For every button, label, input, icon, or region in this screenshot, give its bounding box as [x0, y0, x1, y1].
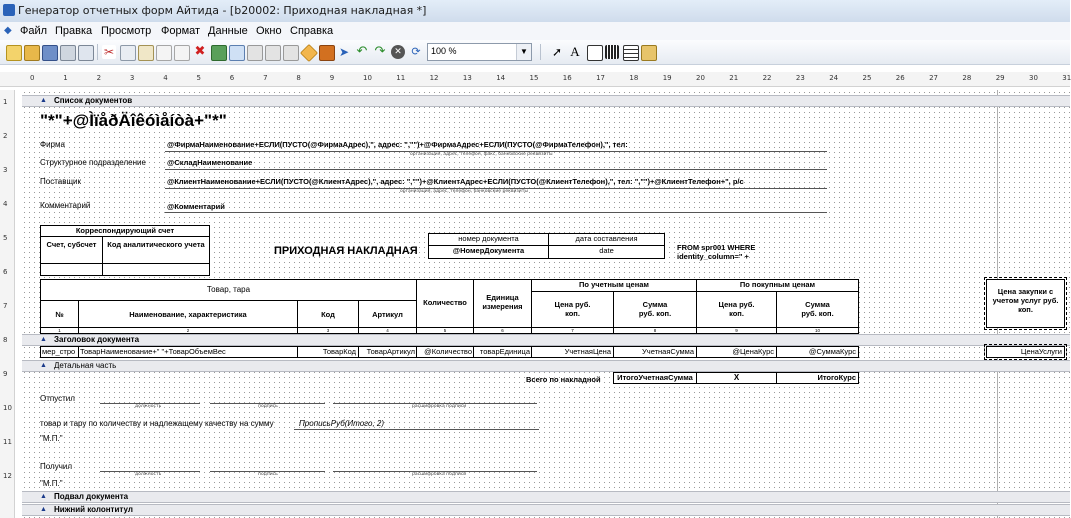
released-label: Отпустил — [40, 394, 75, 403]
ruler-mark: 14 — [496, 74, 506, 82]
row-acc-sum[interactable]: УчетнаяСумма — [613, 346, 697, 358]
ruler-mark: 28 — [962, 74, 972, 82]
app-icon — [3, 4, 15, 16]
corr-code-value[interactable] — [102, 263, 210, 276]
collapse-icon[interactable]: ▲ — [40, 493, 47, 500]
ruler-mark: 26 — [895, 74, 905, 82]
collapse-icon[interactable]: ▲ — [40, 506, 47, 513]
menu-window[interactable]: Окно — [256, 25, 282, 37]
firm-label: Фирма — [40, 140, 65, 149]
print-icon[interactable] — [60, 45, 76, 61]
band-list[interactable]: ▲ Список документов — [22, 95, 1070, 107]
band-icon[interactable] — [247, 45, 263, 61]
vruler-mark: 5 — [3, 234, 8, 242]
received-decode-hint: расшифровка подписи — [412, 472, 467, 477]
new-icon[interactable] — [6, 45, 22, 61]
format-painter-icon[interactable] — [156, 45, 172, 61]
ruler-mark: 0 — [30, 74, 35, 82]
band-page-footer[interactable]: ▲ Нижний колонтитул — [22, 504, 1070, 516]
extra-price-col[interactable]: Цена закупки с учетом услуг руб. коп. — [986, 279, 1065, 328]
ruler-mark: 24 — [829, 74, 839, 82]
released-decode-hint: расшифровка подписи — [412, 404, 467, 409]
col-no[interactable]: № — [40, 300, 79, 328]
ruler-mark: 6 — [229, 74, 235, 82]
menu-file[interactable]: Файл — [20, 25, 48, 37]
band-header[interactable]: ▲ Заголовок документа — [22, 334, 1070, 346]
save-icon[interactable] — [42, 45, 58, 61]
doc-title[interactable]: ПРИХОДНАЯ НАКЛАДНАЯ — [274, 245, 418, 257]
goods-text: товар и тару по количеству и надлежащему качеству на сумму — [40, 419, 274, 428]
doc-garbled-title[interactable]: "*"+@ÌïåðÄîêóìåíòà+"*" — [40, 111, 227, 130]
vruler-mark: 6 — [3, 268, 8, 276]
date-value[interactable]: date — [548, 245, 665, 259]
vruler-mark: 7 — [3, 302, 8, 310]
cut-icon[interactable]: ✂ — [103, 45, 115, 59]
vertical-ruler — [0, 90, 15, 518]
ruler-mark: 21 — [729, 74, 739, 82]
vruler-mark: 9 — [3, 370, 8, 378]
redo-icon[interactable]: ↷ — [374, 44, 386, 59]
vruler-mark: 10 — [3, 404, 12, 412]
firm-hint: организация, адрес, телефон, факс, банковские реквизиты — [410, 152, 553, 157]
horizontal-ruler — [0, 72, 1070, 87]
image-tool-icon[interactable] — [587, 45, 603, 61]
comment-expr[interactable]: @Комментарий — [167, 202, 225, 211]
sum-in-words[interactable]: ПрописьРуб(Итого, 2) — [299, 419, 385, 428]
ruler-mark: 4 — [163, 74, 168, 82]
received-label: Получил — [40, 462, 72, 471]
num-value[interactable]: @НомерДокумента — [428, 245, 549, 259]
ruler-mark: 20 — [696, 74, 705, 82]
acc-price-col[interactable]: Цена руб. коп. — [531, 291, 614, 328]
ruler-mark: 2 — [96, 74, 102, 82]
supplier-hint: организация, адрес, телефон, банковские реквизиты — [400, 189, 528, 194]
menu-view[interactable]: Просмотр — [101, 25, 152, 37]
title-bar — [0, 0, 1070, 23]
ruler-mark: 8 — [296, 74, 301, 82]
field-icon[interactable] — [283, 45, 299, 61]
corr-header[interactable]: Корреспондирующий счет — [40, 225, 210, 237]
row-acc-price[interactable]: УчетнаяЦена — [531, 346, 614, 358]
supplier-label: Поставщик — [40, 177, 82, 186]
app-menu-icon[interactable]: ◆ — [4, 25, 12, 36]
buy-prices-header[interactable]: По покупным ценам — [696, 279, 859, 292]
table-tool-icon[interactable] — [623, 45, 639, 61]
acc-prices-header[interactable]: По учетным ценам — [531, 279, 697, 292]
ruler-mark: 9 — [329, 74, 335, 82]
open-icon[interactable] — [24, 45, 40, 61]
colnum-9: 9 — [696, 327, 777, 334]
text-tool-icon[interactable]: A — [570, 44, 580, 59]
colnum-8: 8 — [613, 327, 697, 334]
diamond-icon[interactable] — [300, 44, 318, 62]
copy-icon[interactable] — [120, 45, 136, 61]
ruler-mark: 7 — [263, 74, 268, 82]
col-qty[interactable]: Количество — [416, 279, 474, 328]
firm-expr[interactable]: @ФирмаНаименование+ЕСЛИ(ПУСТО(@ФирмаАдрес),", адрес: ","")+@ФирмаАдрес+ЕСЛИ(ПУСТО(@ФирмаТелефон),", тел: — [167, 140, 628, 149]
ruler-mark: 27 — [929, 74, 939, 82]
colnum-5: 5 — [416, 327, 474, 334]
ruler-mark: 5 — [196, 74, 201, 82]
zoom-select[interactable] — [427, 43, 532, 61]
toolbar — [0, 40, 1070, 65]
row-name[interactable]: ТоварНаименование+" "+ТоварОбъемВес — [78, 346, 298, 358]
col-unit[interactable]: Единица измерения — [473, 279, 532, 328]
goods-tare-header[interactable]: Товар, тара — [40, 279, 417, 301]
vruler-mark: 2 — [3, 132, 8, 140]
vruler-mark: 8 — [3, 336, 8, 344]
band-footer[interactable]: ▲ Подвал документа — [22, 491, 1070, 503]
chart-tool-icon[interactable] — [641, 45, 657, 61]
col-code[interactable]: Код — [297, 300, 359, 328]
ruler-mark: 18 — [629, 74, 639, 82]
acc-sum-col[interactable]: Сумма руб. коп. — [613, 291, 697, 328]
ruler-mark: 19 — [662, 74, 672, 82]
ruler-mark: 31 — [1062, 74, 1071, 82]
selection-frame-row — [984, 344, 1067, 360]
ruler-mark: 10 — [363, 74, 372, 82]
colnum-4: 4 — [358, 327, 417, 334]
num-header[interactable]: номер документа — [428, 233, 549, 246]
colnum-10: 10 — [776, 327, 859, 334]
menu-edit[interactable]: Правка — [55, 25, 93, 37]
row-unit[interactable]: товарЕдиница — [473, 346, 532, 358]
menu-format[interactable]: Формат — [161, 25, 201, 37]
ruler-mark: 25 — [862, 74, 872, 82]
row-article[interactable]: ТоварАртикул — [358, 346, 417, 358]
vruler-mark: 12 — [3, 472, 12, 480]
colnum-2: 2 — [78, 327, 298, 334]
colnum-6: 6 — [473, 327, 532, 334]
colnum-3: 3 — [297, 327, 359, 334]
received-role-hint: должность — [135, 472, 162, 477]
row-qty[interactable]: @Количество — [416, 346, 474, 358]
zoom-value: 100 % — [431, 46, 457, 56]
export-icon[interactable]: ➤ — [338, 45, 350, 59]
ruler-mark: 29 — [995, 74, 1005, 82]
ruler-mark: 3 — [129, 74, 135, 82]
colnum-7: 7 — [531, 327, 614, 334]
ruler-mark: 1 — [63, 74, 68, 82]
ruler-mark: 17 — [596, 74, 606, 82]
comment-label: Комментарий — [40, 201, 91, 210]
menu-data[interactable]: Данные — [208, 25, 248, 37]
vruler-mark: 11 — [3, 438, 12, 446]
collapse-icon[interactable]: ▲ — [40, 336, 47, 343]
ruler-mark: 30 — [1029, 74, 1038, 82]
dept-expr[interactable]: @СкладНаименование — [167, 158, 253, 167]
corr-code[interactable]: Код аналитического учета — [102, 236, 210, 264]
corr-account[interactable]: Счет, субсчет — [40, 236, 103, 264]
collapse-icon[interactable]: ▲ — [40, 97, 47, 104]
date-header[interactable]: дата составления — [548, 233, 665, 246]
preview-icon[interactable] — [78, 45, 94, 61]
barcode-tool-icon[interactable] — [605, 45, 619, 59]
undo-icon[interactable]: ↶ — [356, 44, 368, 59]
ruler-mark: 11 — [396, 74, 406, 82]
band-detail[interactable]: ▲ Детальная часть — [22, 360, 1070, 372]
received-sign-hint: подпись — [258, 472, 278, 477]
ruler-mark: 22 — [762, 74, 772, 82]
sql-field[interactable]: FROM spr001 WHERE identity_column=" + — [677, 243, 756, 261]
selection-frame — [984, 277, 1067, 330]
align-icon[interactable] — [229, 45, 245, 61]
insert-icon[interactable] — [265, 45, 281, 61]
refresh-icon[interactable]: ⟳ — [411, 45, 421, 58]
col-name[interactable]: Наименование, характеристика — [78, 300, 298, 328]
paste-icon[interactable] — [138, 45, 154, 61]
window-title: Генератор отчетных форм Айтида - [b20002: Приходная накладная *] — [18, 4, 427, 17]
vruler-mark: 4 — [3, 200, 8, 208]
totals-label[interactable]: Всего по накладной — [526, 375, 601, 384]
vruler-mark: 1 — [3, 98, 8, 106]
delete-icon[interactable]: ✖ — [194, 44, 206, 59]
totals-acc-sum[interactable]: ИтогоУчетнаяСумма — [613, 372, 697, 384]
script-icon[interactable] — [319, 45, 335, 61]
grid-icon[interactable] — [211, 45, 227, 61]
totals-buy-sum[interactable]: ИтогоКурс — [776, 372, 859, 384]
menu-bar — [0, 22, 1070, 41]
corr-account-value[interactable] — [40, 263, 103, 276]
stamp-label: "М.П." — [40, 434, 63, 443]
vruler-mark: 3 — [3, 166, 8, 174]
row-code[interactable]: ТоварКод — [297, 346, 359, 358]
row-extra[interactable]: ЦенаУслуги — [986, 346, 1065, 358]
stop-icon[interactable]: ✕ — [391, 45, 405, 59]
released-role-hint: должность — [135, 404, 162, 409]
ruler-mark: 12 — [429, 74, 439, 82]
dept-label: Структурное подразделение — [40, 158, 146, 167]
ruler-mark: 13 — [462, 74, 472, 82]
buy-price-col[interactable]: Цена руб. коп. — [696, 291, 777, 328]
pointer-icon[interactable]: ➚ — [551, 45, 563, 59]
ruler-mark: 16 — [562, 74, 572, 82]
chevron-down-icon[interactable]: ▼ — [516, 44, 531, 60]
collapse-icon[interactable]: ▲ — [40, 362, 47, 369]
ruler-mark: 15 — [529, 74, 539, 82]
row-no[interactable]: мер_стро — [40, 346, 79, 358]
buy-sum-col[interactable]: Сумма руб. коп. — [776, 291, 859, 328]
row-buy-price[interactable]: @ЦенаКурс — [696, 346, 777, 358]
released-sign-hint: подпись — [258, 404, 278, 409]
totals-x[interactable]: X — [696, 372, 777, 384]
ruler-mark: 23 — [795, 74, 805, 82]
stamp-label-2: "М.П." — [40, 479, 63, 488]
col-article[interactable]: Артикул — [358, 300, 417, 328]
menu-help[interactable]: Справка — [290, 25, 334, 37]
colnum-1: 1 — [40, 327, 79, 334]
clear-icon[interactable] — [174, 45, 190, 61]
supplier-expr[interactable]: @КлиентНаименование+ЕСЛИ(ПУСТО(@КлиентАдрес),", адрес: ","")+@КлиентАдрес+ЕСЛИ(ПУСТО(@КлиентТелефон),", тел: ","")+@КлиентТелефон+", р/с — [167, 177, 744, 186]
row-buy-sum[interactable]: @СуммаКурс — [776, 346, 859, 358]
